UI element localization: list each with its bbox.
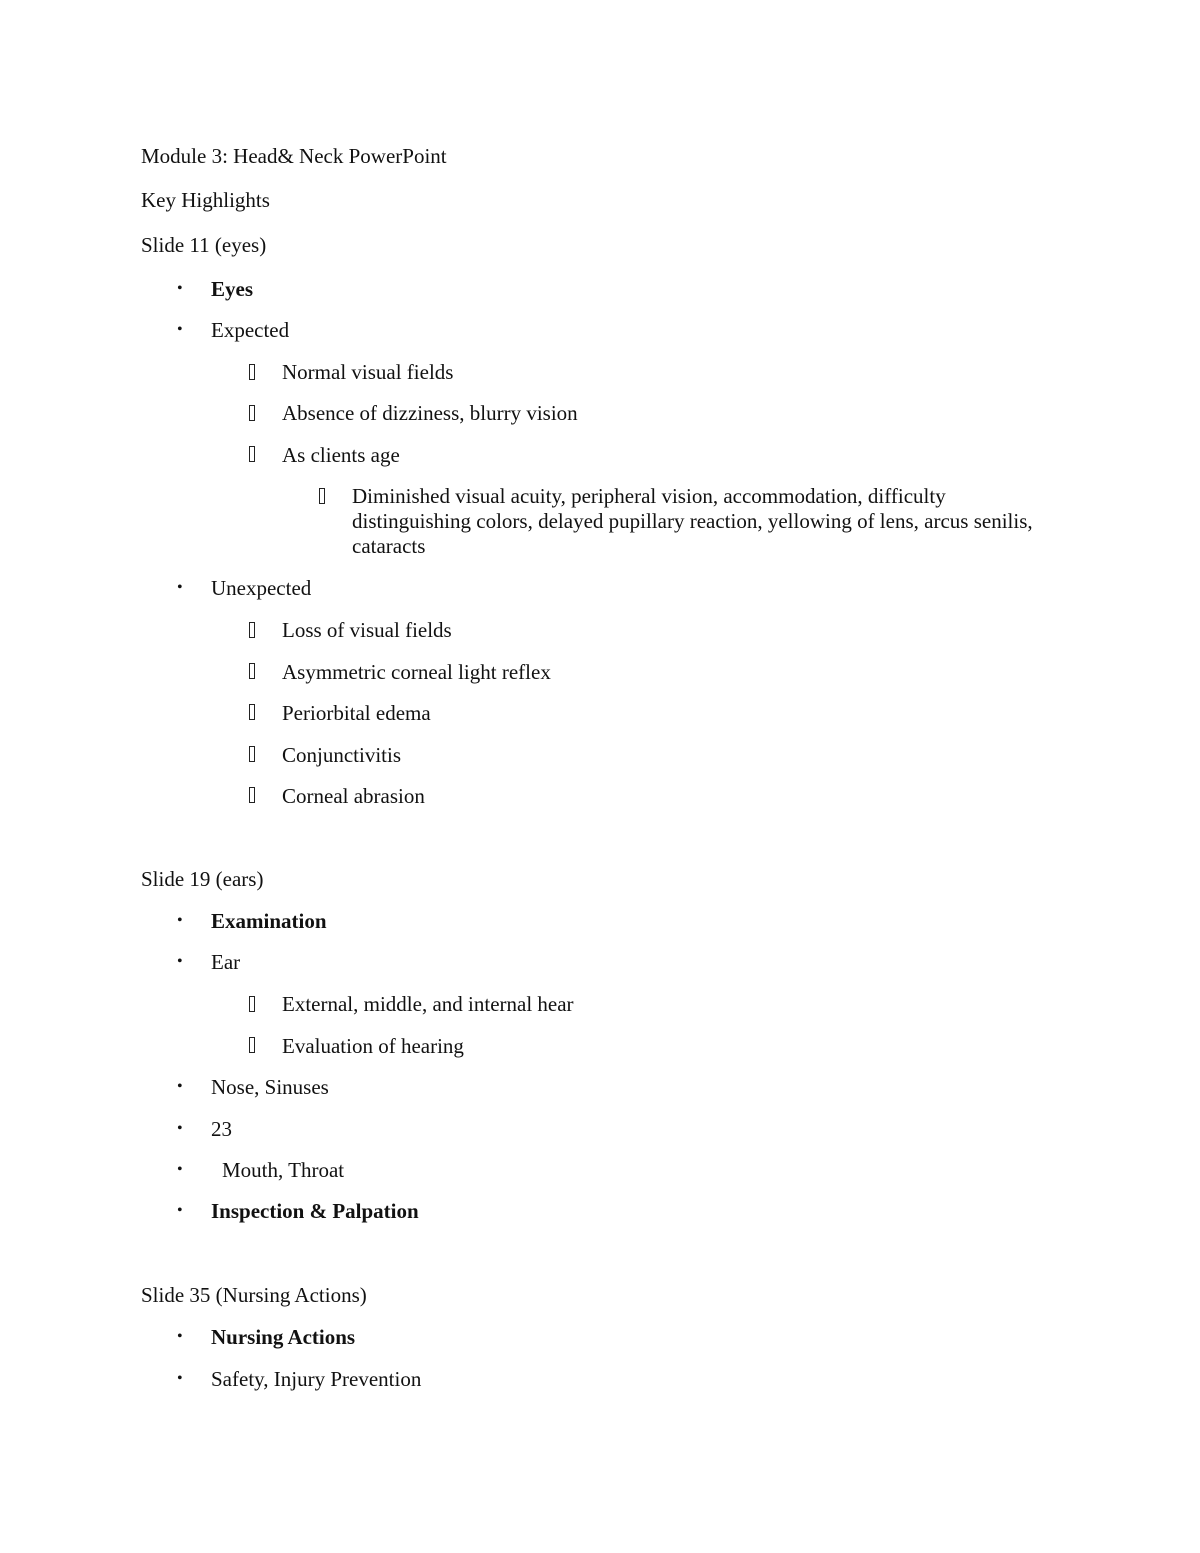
list-item-safety: Safety, Injury Prevention <box>211 1367 422 1391</box>
list-item-sub: Normal visual fields <box>282 360 454 384</box>
list-item-examination: Examination <box>211 909 327 933</box>
section-heading-slide-11: Slide 11 (eyes) <box>141 233 267 257</box>
list-item-inspection-palpation: Inspection & Palpation <box>211 1199 419 1223</box>
list-item-sub: External, middle, and internal hear <box>282 992 574 1016</box>
list-item-sub: Corneal abrasion <box>282 784 425 808</box>
bullet-dot-icon: • <box>177 280 183 297</box>
bullet-dot-icon: • <box>177 579 183 596</box>
bullet-box-icon <box>249 1037 255 1053</box>
list-item-unexpected: Unexpected <box>211 576 312 600</box>
list-item-23: 23 <box>211 1117 232 1141</box>
bullet-box-icon <box>249 996 255 1012</box>
list-item-sub: Conjunctivitis <box>282 743 402 767</box>
bullet-box-icon <box>249 622 255 638</box>
list-item-sub: Asymmetric corneal light reflex <box>282 660 551 684</box>
bullet-box-icon <box>249 704 255 720</box>
list-item-sub: Loss of visual fields <box>282 618 452 642</box>
bullet-dot-icon: • <box>177 1328 183 1345</box>
bullet-dot-icon: • <box>177 1120 183 1137</box>
document-subtitle: Key Highlights <box>141 188 270 212</box>
bullet-box-icon <box>249 446 255 462</box>
section-heading-slide-35: Slide 35 (Nursing Actions) <box>141 1283 367 1307</box>
bullet-box-icon <box>249 746 255 762</box>
bullet-box-icon <box>249 405 255 421</box>
bullet-dot-icon: • <box>177 1202 183 1219</box>
list-item-mouth-throat: Mouth, Throat <box>222 1158 345 1182</box>
list-item-sub: Evaluation of hearing <box>282 1034 464 1058</box>
list-item-sub: Periorbital edema <box>282 701 431 725</box>
section-heading-slide-19: Slide 19 (ears) <box>141 867 264 891</box>
bullet-box-icon <box>249 663 255 679</box>
list-item-ear: Ear <box>211 950 241 974</box>
list-item-nursing-actions: Nursing Actions <box>211 1325 356 1349</box>
bullet-dot-icon: • <box>177 1370 183 1387</box>
document-title: Module 3: Head& Neck PowerPoint <box>141 144 447 168</box>
bullet-box-icon <box>249 364 255 380</box>
bullet-dot-icon: • <box>177 912 183 929</box>
bullet-box-icon <box>319 488 325 504</box>
bullet-dot-icon: • <box>177 321 183 338</box>
bullet-dot-icon: • <box>177 1078 183 1095</box>
bullet-box-icon <box>249 787 255 803</box>
list-item-nose-sinuses: Nose, Sinuses <box>211 1075 329 1099</box>
list-item-sub-sub: Diminished visual acuity, peripheral vision, accommodation, difficulty distinguishing colors, delayed pupillary reaction, yellowing of lens, arcus senilis, cataracts <box>352 484 1033 558</box>
list-item-sub: Absence of dizziness, blurry vision <box>282 401 578 425</box>
list-item-expected: Expected <box>211 318 290 342</box>
bullet-dot-icon: • <box>177 1161 183 1178</box>
bullet-dot-icon: • <box>177 953 183 970</box>
list-item-sub: As clients age <box>282 443 400 467</box>
list-item-eyes: Eyes <box>211 277 253 301</box>
